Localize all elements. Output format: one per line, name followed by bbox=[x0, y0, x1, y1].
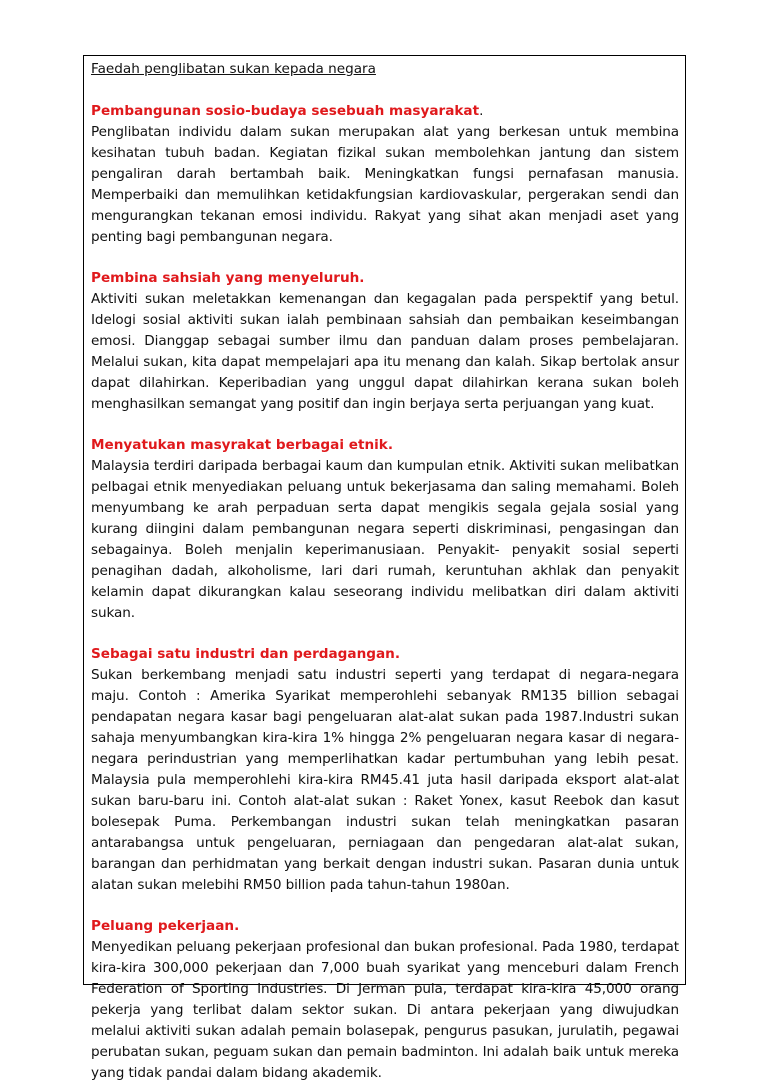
section-body: Aktiviti sukan meletakkan kemenangan dan kegagalan pada perspektif yang betul. Idelogi sosial aktiviti sukan ialah pembinaan sahsiah dan pembaikan keseimbangan emosi. Dianggap sebagai sumber ilmu dan panduan dalam proses pembelajaran. Melalui sukan, kita dapat mempelajari apa itu menang dan kalah. Sikap bertolak ansur dapat dilahirkan. Keperibadian yang unggul dapat dilahirkan kerana sukan boleh menghasilkan semangat yang positif dan ingin berjaya serta perjuangan yang kuat. bbox=[91, 291, 679, 412]
document-title: Faedah penglibatan sukan kepada negara bbox=[91, 61, 376, 77]
section-sahsiah bbox=[91, 268, 679, 415]
section-heading: Menyatukan masyrakat berbagai etnik. bbox=[91, 437, 393, 453]
section-etnik bbox=[91, 435, 679, 624]
section-body: Penglibatan individu dalam sukan merupakan alat yang berkesan untuk membina kesihatan tubuh badan. Kegiatan fizikal sukan membolehkan jantung dan sistem pengaliran darah bertambah baik. Meningkatkan fungsi pernafasan manusia. Memperbaiki dan memulihkan ketidakfungsian kardiovaskular, pergerakan sendi dan mengurangkan tekanan emosi individu. Rakyat yang sihat akan menjadi aset yang penting bagi pembangunan negara. bbox=[91, 124, 679, 245]
section-pekerjaan bbox=[91, 916, 679, 1084]
section-body: Malaysia terdiri daripada berbagai kaum dan kumpulan etnik. Aktiviti sukan melibatkan pelbagai etnik menyediakan peluang untuk bekerjasama dan saling memahami. Boleh menyumbang ke arah perpaduan serta dapat mengikis segala gejala sosial yang kurang diingini dalam pembangunan negara seperti diskriminasi, pengasingan dan sebagainya. Boleh menjalin keperimanusiaan. Penyakit- penyakit sosial seperti penagihan dadah, alkoholisme, lari dari rumah, keruntuhan akhlak dan penyakit kelamin dapat dikurangkan kalau seseorang individu melibatkan diri dalam aktiviti sukan. bbox=[91, 458, 679, 621]
section-sosio-budaya bbox=[91, 101, 679, 248]
section-heading: Sebagai satu industri dan perdagangan. bbox=[91, 646, 401, 662]
section-body: Sukan berkembang menjadi satu industri seperti yang terdapat di negara-negara maju. Contoh : Amerika Syarikat memperohlehi sebanyak RM135 billion sebagai pendapatan negara kasar bagi pengeluaran alat-alat sukan pada 1987.Industri sukan sahaja menyumbangkan kira-kira 1% hingga 2% pengeluaran negara kasar di negara-negara perindustrian yang memperlihatkan kadar pertumbuhan yang lebih pesat. Malaysia pula memperohlehi kira-kira RM45.41 juta hasil daripada eksport alat-alat sukan baru-baru ini. Contoh alat-alat sukan : Raket Yonex, kasut Reebok dan kasut bolesepak Puma. Perkembangan industri sukan telah meningkatkan pasaran antarabangsa untuk pengeluaran, perniagaan dan pengedaran alat-alat sukan, barangan dan perhidmatan yang berkait dengan industri sukan. Pasaran dunia untuk alatan sukan melebihi RM50 billion pada tahun-tahun 1980an. bbox=[91, 667, 679, 893]
section-industri bbox=[91, 644, 679, 896]
section-heading: Pembina sahsiah yang menyeluruh. bbox=[91, 270, 365, 286]
document-frame bbox=[83, 55, 686, 1081]
section-heading: Peluang pekerjaan. bbox=[91, 918, 240, 934]
section-heading-text: Pembangunan sosio-budaya sesebuah masyarakat bbox=[91, 103, 480, 119]
section-heading-suffix: . bbox=[479, 103, 484, 119]
section-heading bbox=[91, 101, 679, 122]
section-body: Menyedikan peluang pekerjaan profesional dan bukan profesional. Pada 1980, terdapat kira-kira 300,000 pekerjaan dan 7,000 buah syarikat yang menceburi dalam French Federation of Sporting Industries. Di Jerman pula, terdapat kira-kira 45,000 orang pekerja yang terlibat dalam sektor sukan. Di antara pekerjaan yang diwujudkan melalui aktiviti sukan adalah pemain bolasepak, pengurus pasukan, jurulatih, pegawai perubatan sukan, peguam sukan dan pemain badminton. Ini adalah baik untuk mereka yang tidak pandai dalam bidang akademik. bbox=[91, 939, 679, 1081]
